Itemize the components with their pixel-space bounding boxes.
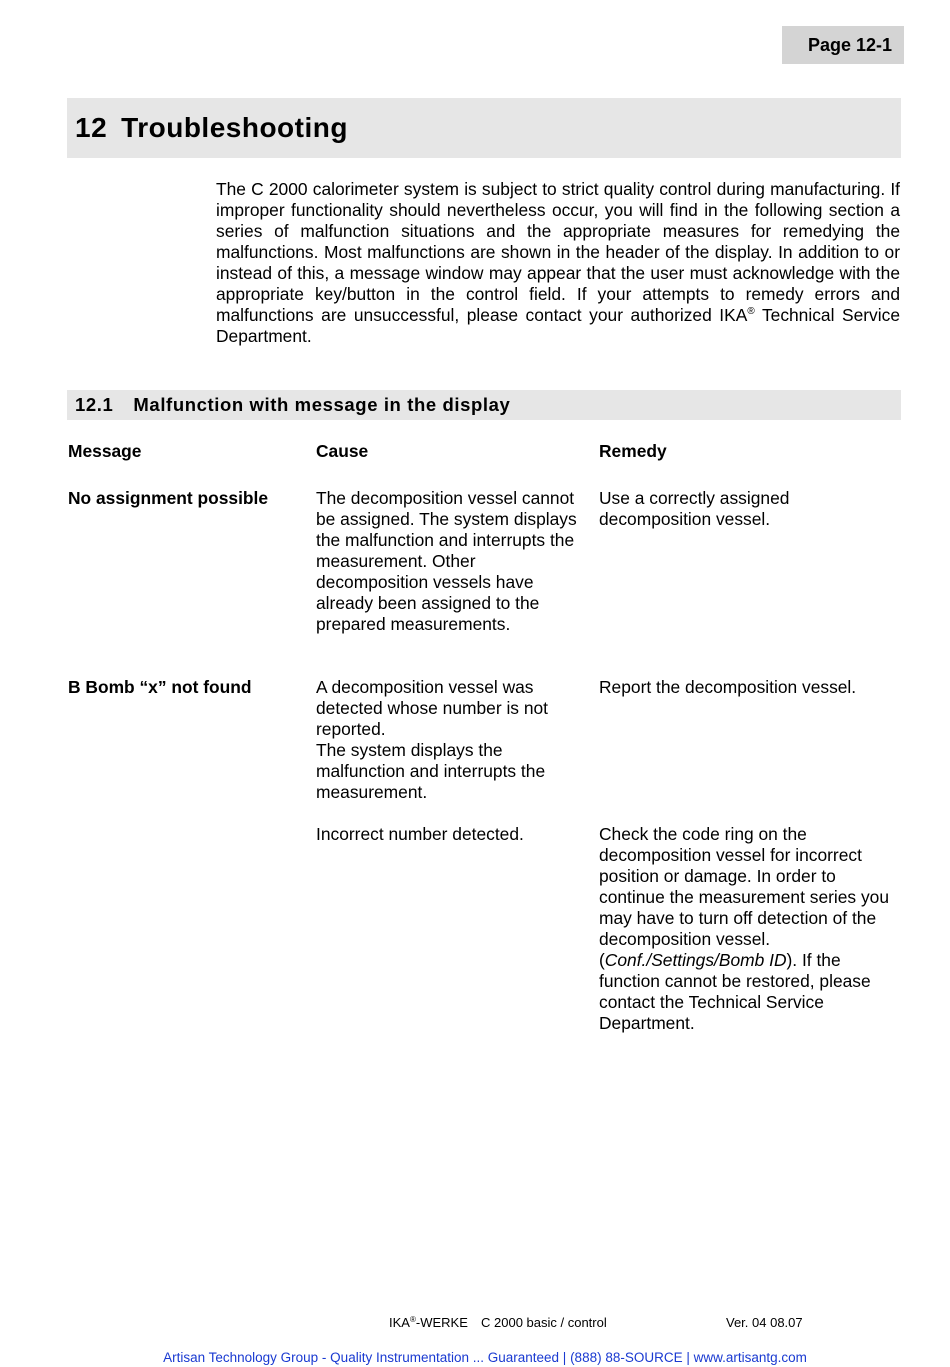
footer-version: Ver. 04 08.07 <box>726 1315 803 1330</box>
registered-mark: ® <box>747 306 755 317</box>
footer-brand-suffix: -WERKE <box>415 1315 468 1330</box>
intro-paragraph <box>216 179 900 347</box>
chapter-title: Troubleshooting <box>121 112 348 143</box>
row-3-remedy-paren: ( <box>599 950 605 970</box>
artisan-footer-link[interactable]: Artisan Technology Group - Quality Instrumentation ... Guaranteed | (888) 88-SOURCE | www.artisantg.com <box>163 1350 807 1365</box>
page-number-label: Page 12-1 <box>782 26 904 64</box>
row-3-remedy-menu-path: Conf./Settings/Bomb ID <box>604 950 787 970</box>
row-3-remedy <box>599 824 899 1034</box>
section-heading <box>67 390 901 420</box>
row-2-message: B Bomb “x” not found <box>68 677 252 697</box>
intro-text: The C 2000 calorimeter system is subject to strict quality control during manufacturing. If improper functionality should nevertheless occur, you will find in the following section a series of malfunction situations and the appropriate measures for remedying the malfunctions. Most malfunctions are shown in the header of the display. In addition to or instead of this, a message window may appear that the user must acknowledge with the appropriate key/button in the control field. If your attempts to remedy errors and malfunctions are unsuccessful, please contact your authorized IKA <box>216 179 900 325</box>
intro-text-end: Technical Service Department. <box>216 305 900 346</box>
row-3-remedy-text-end: ). If the function cannot be restored, please contact the Technical Service Department. <box>599 950 871 1033</box>
section-title: Malfunction with message in the display <box>133 394 511 415</box>
footer-brand <box>389 1315 468 1331</box>
row-1-cause: The decomposition vessel cannot be assigned. The system displays the malfunction and interrupts the measurement. Other decomposition vessels have already been assigned to the prepared measurements. <box>316 488 577 634</box>
footer-registered-mark: ® <box>409 1315 416 1324</box>
chapter-heading <box>67 98 901 158</box>
row-1-remedy: Use a correctly assigned decomposition vessel. <box>599 488 790 529</box>
header-message: Message <box>68 441 142 461</box>
section-number: 12.1 <box>75 394 114 415</box>
row-2-remedy: Report the decomposition vessel. <box>599 677 857 697</box>
row-1-message: No assignment possible <box>68 488 269 508</box>
chapter-number: 12 <box>75 112 108 143</box>
footer-brand-name: IKA <box>389 1315 410 1330</box>
row-3-cause: Incorrect number detected. <box>316 824 524 844</box>
row-3-remedy-text: Check the code ring on the decomposition vessel for incorrect position or damage. In order to continue the measurement series you may have to turn off detection of the decomposition vessel. <box>599 824 890 949</box>
row-2-cause: A decomposition vessel was detected whose number is not reported. The system displays the malfunction and interrupts the measurement. <box>316 677 549 802</box>
footer-product: C 2000 basic / control <box>481 1315 607 1330</box>
header-cause: Cause <box>316 441 369 461</box>
header-remedy: Remedy <box>599 441 667 461</box>
